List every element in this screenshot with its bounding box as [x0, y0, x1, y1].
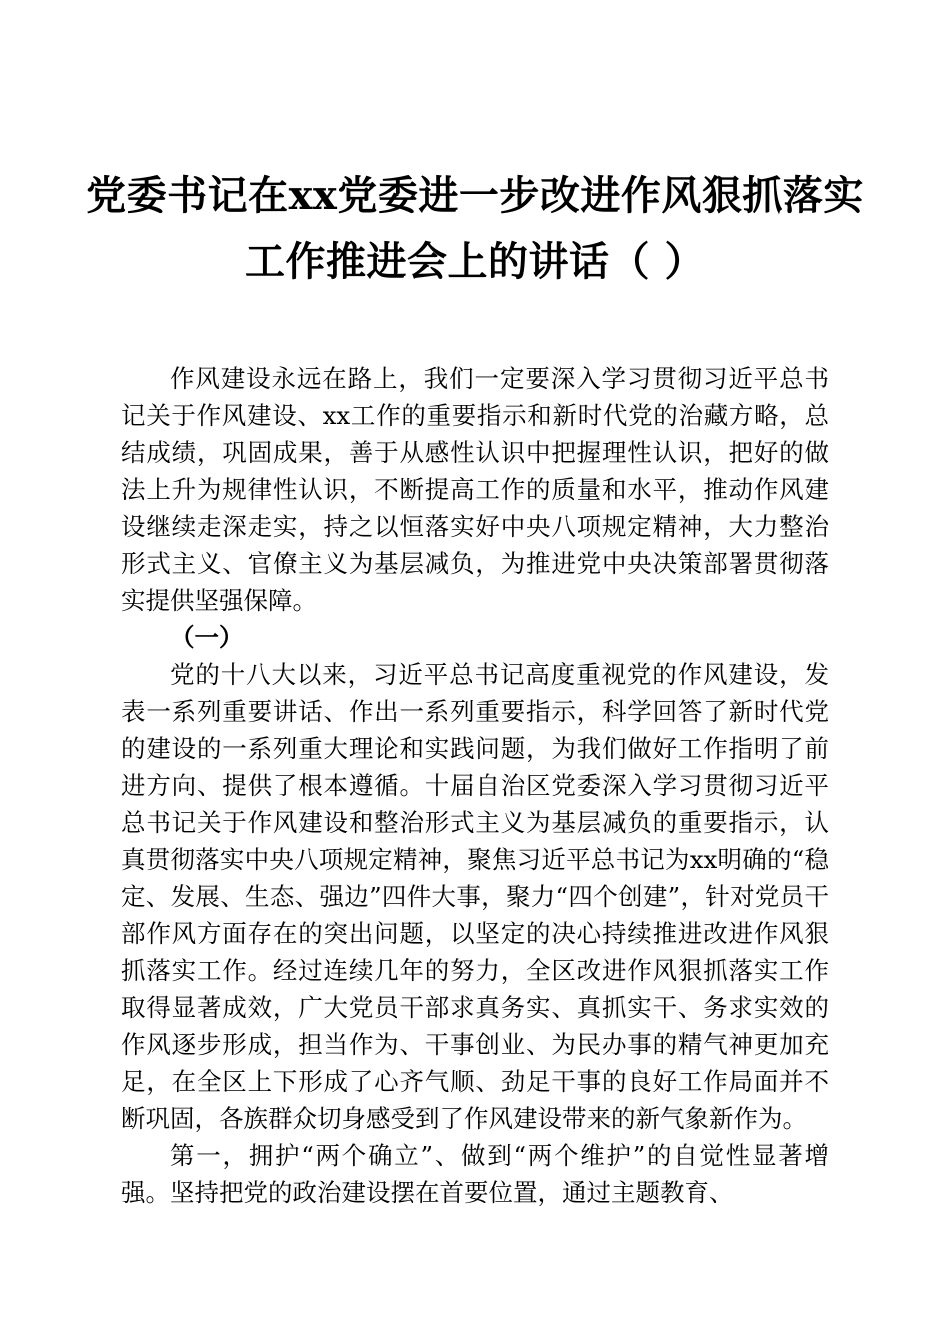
paragraph-point-1: 第一，拥护“两个确立”、做到“两个维护”的自觉性显著增强。坚持把党的政治建设摆在首要位置，通过主题教育、	[121, 1141, 829, 1207]
paragraph-section-1: 党的十八大以来，习近平总书记高度重视党的作风建设，发表一系列重要讲话、作出一系列重要指示，科学回答了新时代党的建设的一系列重大理论和实践问题，为我们做好工作指明了前进方向、提供了根本遵循。十届自治区党委深入学习贯彻习近平总书记关于作风建设和整治形式主义为基层减负的重要指示，认真贯彻落实中央八项规定精神，聚焦习近平总书记为xx明确的“稳定、发展、生态、强边”四件大事，聚力“四个创建”，针对党员干部作风方面存在的突出问题，以坚定的决心持续推进改进作风狠抓落实工作。经过连续几年的努力，全区改进作风狠抓落实工作取得显著成效，广大党员干部求真务实、真抓实干、务求实效的作风逐步形成，担当作为、干事创业、为民办事的精气神更加充足，在全区上下形成了心齐气顺、劲足干事的良好工作局面并不断巩固，各族群众切身感受到了作风建设带来的新气象新作为。	[121, 660, 829, 1133]
document-title-line-2: 工作推进会上的讲话（ ）	[245, 238, 705, 285]
section-heading-1: （一）	[170, 623, 244, 652]
document-title-line-1: 党委书记在xx党委进一步改进作风狠抓落实	[86, 172, 864, 219]
document-body	[121, 360, 829, 1211]
paragraph-intro: 作风建设永远在路上，我们一定要深入学习贯彻习近平总书记关于作风建设、xx工作的重要指示和新时代党的治藏方略，总结成绩，巩固成果，善于从感性认识中把握理性认识，把好的做法上升为规律性认识，不断提高工作的质量和水平，推动作风建设继续走深走实，持之以恒落实好中央八项规定精神，大力整治形式主义、官僚主义为基层减负，为推进党中央决策部署贯彻落实提供坚强保障。	[121, 364, 829, 615]
